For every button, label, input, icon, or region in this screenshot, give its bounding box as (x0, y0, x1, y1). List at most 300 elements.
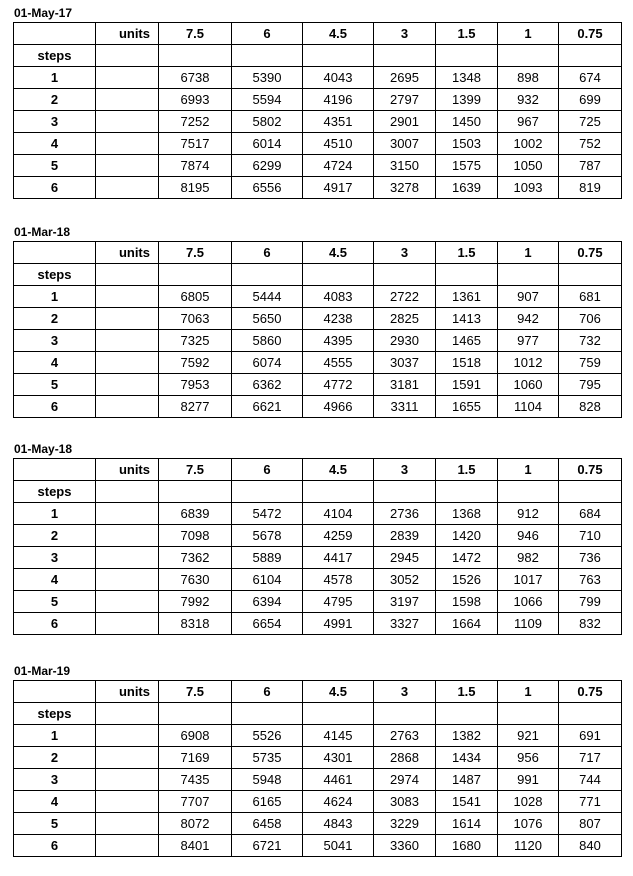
rate-value-cell: 5526 (232, 725, 303, 747)
rate-value-cell: 1399 (436, 89, 498, 111)
table-row (14, 374, 622, 396)
empty-cell (159, 264, 232, 286)
empty-cell (96, 67, 159, 89)
rate-value-cell: 4624 (303, 791, 374, 813)
header-row (14, 681, 622, 703)
rate-value-cell: 832 (559, 613, 622, 635)
rate-value-cell: 795 (559, 374, 622, 396)
unit-header: 7.5 (159, 681, 232, 703)
step-number: 3 (14, 769, 96, 791)
table-row (14, 133, 622, 155)
rate-value-cell: 1093 (498, 177, 559, 199)
rate-value-cell: 706 (559, 308, 622, 330)
rate-value-cell: 4417 (303, 547, 374, 569)
empty-cell (96, 177, 159, 199)
empty-cell (436, 264, 498, 286)
step-number: 3 (14, 330, 96, 352)
rate-value-cell: 744 (559, 769, 622, 791)
rate-value-cell: 1420 (436, 525, 498, 547)
rate-value-cell: 1639 (436, 177, 498, 199)
rate-value-cell: 1680 (436, 835, 498, 857)
table-row (14, 791, 622, 813)
unit-header: 6 (232, 459, 303, 481)
rate-value-cell: 4555 (303, 352, 374, 374)
rate-value-cell: 7362 (159, 547, 232, 569)
rate-value-cell: 1526 (436, 569, 498, 591)
rate-value-cell: 684 (559, 503, 622, 525)
table-row (14, 155, 622, 177)
rate-value-cell: 1076 (498, 813, 559, 835)
empty-cell (96, 503, 159, 525)
empty-cell (436, 45, 498, 67)
rate-value-cell: 6556 (232, 177, 303, 199)
steps-label-row (14, 481, 622, 503)
rate-value-cell: 4461 (303, 769, 374, 791)
rate-value-cell: 4104 (303, 503, 374, 525)
empty-cell (374, 481, 436, 503)
empty-cell (559, 45, 622, 67)
rate-value-cell: 1348 (436, 67, 498, 89)
rate-value-cell: 7517 (159, 133, 232, 155)
rate-value-cell: 717 (559, 747, 622, 769)
empty-cell (96, 352, 159, 374)
rate-value-cell: 4843 (303, 813, 374, 835)
rate-value-cell: 4724 (303, 155, 374, 177)
empty-cell (96, 308, 159, 330)
rate-value-cell: 7630 (159, 569, 232, 591)
rate-value-cell: 7252 (159, 111, 232, 133)
step-number: 6 (14, 396, 96, 418)
unit-header: 0.75 (559, 681, 622, 703)
unit-header: 4.5 (303, 23, 374, 45)
table-row (14, 835, 622, 857)
rate-value-cell: 1066 (498, 591, 559, 613)
rate-value-cell: 1413 (436, 308, 498, 330)
empty-cell (303, 481, 374, 503)
rate-value-cell: 5472 (232, 503, 303, 525)
rate-value-cell: 6621 (232, 396, 303, 418)
unit-header: 1 (498, 242, 559, 264)
rate-value-cell: 840 (559, 835, 622, 857)
header-row (14, 23, 622, 45)
empty-cell (498, 703, 559, 725)
rate-value-cell: 763 (559, 569, 622, 591)
table-row (14, 330, 622, 352)
rate-value-cell: 1028 (498, 791, 559, 813)
rate-value-cell: 7874 (159, 155, 232, 177)
rate-value-cell: 759 (559, 352, 622, 374)
unit-header: 6 (232, 242, 303, 264)
table-row (14, 569, 622, 591)
rate-value-cell: 1591 (436, 374, 498, 396)
rate-value-cell: 7992 (159, 591, 232, 613)
rate-value-cell: 2797 (374, 89, 436, 111)
rate-value-cell: 1361 (436, 286, 498, 308)
rate-value-cell: 932 (498, 89, 559, 111)
table-date-title: 01-Mar-18 (14, 225, 71, 239)
empty-cell (96, 286, 159, 308)
step-number: 2 (14, 525, 96, 547)
rate-value-cell: 6805 (159, 286, 232, 308)
table-row (14, 747, 622, 769)
rate-value-cell: 7169 (159, 747, 232, 769)
table-row (14, 525, 622, 547)
rate-value-cell: 1060 (498, 374, 559, 396)
table-row (14, 725, 622, 747)
steps-label: steps (14, 481, 96, 503)
empty-cell (159, 45, 232, 67)
rate-value-cell: 6721 (232, 835, 303, 857)
rate-value-cell: 898 (498, 67, 559, 89)
table-row (14, 396, 622, 418)
rate-value-cell: 710 (559, 525, 622, 547)
rate-value-cell: 4301 (303, 747, 374, 769)
rate-value-cell: 4966 (303, 396, 374, 418)
rate-value-cell: 8318 (159, 613, 232, 635)
rate-value-cell: 807 (559, 813, 622, 835)
rate-value-cell: 1541 (436, 791, 498, 813)
rate-value-cell: 1518 (436, 352, 498, 374)
rate-value-cell: 3150 (374, 155, 436, 177)
rate-value-cell: 699 (559, 89, 622, 111)
rate-value-cell: 1120 (498, 835, 559, 857)
steps-label-row (14, 45, 622, 67)
rate-value-cell: 4772 (303, 374, 374, 396)
step-number: 4 (14, 569, 96, 591)
empty-cell (436, 703, 498, 725)
empty-cell (96, 264, 159, 286)
rate-value-cell: 6839 (159, 503, 232, 525)
step-number: 4 (14, 791, 96, 813)
empty-cell (303, 45, 374, 67)
empty-cell (14, 459, 96, 481)
step-number: 3 (14, 547, 96, 569)
rate-value-cell: 7435 (159, 769, 232, 791)
rate-value-cell: 2736 (374, 503, 436, 525)
steps-label: steps (14, 45, 96, 67)
rate-value-cell: 6074 (232, 352, 303, 374)
rate-value-cell: 1598 (436, 591, 498, 613)
rate-value-cell: 771 (559, 791, 622, 813)
rate-value-cell: 6654 (232, 613, 303, 635)
rate-value-cell: 3327 (374, 613, 436, 635)
unit-header: 6 (232, 681, 303, 703)
rate-value-cell: 956 (498, 747, 559, 769)
rate-value-cell: 8195 (159, 177, 232, 199)
rate-value-cell: 1575 (436, 155, 498, 177)
units-label: units (96, 459, 159, 481)
rate-value-cell: 921 (498, 725, 559, 747)
rate-value-cell: 4351 (303, 111, 374, 133)
rate-value-cell: 2763 (374, 725, 436, 747)
rate-value-cell: 4510 (303, 133, 374, 155)
rate-value-cell: 3229 (374, 813, 436, 835)
rate-value-cell: 2930 (374, 330, 436, 352)
empty-cell (374, 703, 436, 725)
rate-value-cell: 6014 (232, 133, 303, 155)
rate-value-cell: 1017 (498, 569, 559, 591)
unit-header: 6 (232, 23, 303, 45)
rate-value-cell: 946 (498, 525, 559, 547)
table-row (14, 67, 622, 89)
step-number: 1 (14, 286, 96, 308)
rate-table (13, 458, 622, 635)
unit-header: 0.75 (559, 23, 622, 45)
rate-value-cell: 6104 (232, 569, 303, 591)
step-number: 5 (14, 155, 96, 177)
step-number: 1 (14, 725, 96, 747)
empty-cell (374, 45, 436, 67)
rate-table (13, 241, 622, 418)
rate-value-cell: 5860 (232, 330, 303, 352)
rate-value-cell: 681 (559, 286, 622, 308)
unit-header: 7.5 (159, 242, 232, 264)
empty-cell (96, 835, 159, 857)
rate-value-cell: 1465 (436, 330, 498, 352)
header-row (14, 242, 622, 264)
empty-cell (96, 481, 159, 503)
rate-value-cell: 5735 (232, 747, 303, 769)
rate-value-cell: 2868 (374, 747, 436, 769)
unit-header: 0.75 (559, 242, 622, 264)
step-number: 1 (14, 67, 96, 89)
rate-value-cell: 674 (559, 67, 622, 89)
unit-header: 1.5 (436, 242, 498, 264)
unit-header: 1.5 (436, 681, 498, 703)
table-row (14, 308, 622, 330)
rate-value-cell: 5041 (303, 835, 374, 857)
empty-cell (96, 525, 159, 547)
step-number: 2 (14, 308, 96, 330)
empty-cell (96, 747, 159, 769)
table-row (14, 503, 622, 525)
step-number: 4 (14, 133, 96, 155)
unit-header: 1 (498, 681, 559, 703)
rate-value-cell: 1487 (436, 769, 498, 791)
empty-cell (303, 264, 374, 286)
rate-value-cell: 1503 (436, 133, 498, 155)
rate-value-cell: 1472 (436, 547, 498, 569)
unit-header: 3 (374, 459, 436, 481)
empty-cell (96, 45, 159, 67)
unit-header: 7.5 (159, 23, 232, 45)
unit-header: 1.5 (436, 23, 498, 45)
rate-value-cell: 3311 (374, 396, 436, 418)
rate-value-cell: 6394 (232, 591, 303, 613)
step-number: 5 (14, 374, 96, 396)
units-label: units (96, 681, 159, 703)
table-date-title: 01-May-17 (14, 6, 73, 20)
empty-cell (559, 264, 622, 286)
empty-cell (96, 111, 159, 133)
rate-value-cell: 4795 (303, 591, 374, 613)
rate-value-cell: 799 (559, 591, 622, 613)
empty-cell (96, 813, 159, 835)
rate-value-cell: 787 (559, 155, 622, 177)
rate-table (13, 22, 622, 199)
rate-value-cell: 6458 (232, 813, 303, 835)
table-row (14, 813, 622, 835)
empty-cell (96, 547, 159, 569)
empty-cell (96, 330, 159, 352)
units-label: units (96, 242, 159, 264)
empty-cell (96, 155, 159, 177)
rate-value-cell: 7953 (159, 374, 232, 396)
empty-cell (14, 242, 96, 264)
rate-value-cell: 7592 (159, 352, 232, 374)
table-row (14, 547, 622, 569)
empty-cell (14, 681, 96, 703)
step-number: 2 (14, 747, 96, 769)
unit-header: 4.5 (303, 459, 374, 481)
rate-value-cell: 7707 (159, 791, 232, 813)
rate-value-cell: 982 (498, 547, 559, 569)
empty-cell (436, 481, 498, 503)
empty-cell (96, 613, 159, 635)
rate-value-cell: 8401 (159, 835, 232, 857)
empty-cell (96, 725, 159, 747)
empty-cell (498, 264, 559, 286)
empty-cell (559, 481, 622, 503)
empty-cell (96, 703, 159, 725)
unit-header: 7.5 (159, 459, 232, 481)
empty-cell (96, 133, 159, 155)
rate-value-cell: 7325 (159, 330, 232, 352)
rate-value-cell: 4083 (303, 286, 374, 308)
rate-value-cell: 5650 (232, 308, 303, 330)
rate-value-cell: 3052 (374, 569, 436, 591)
table-row (14, 591, 622, 613)
rate-value-cell: 4917 (303, 177, 374, 199)
rate-value-cell: 7098 (159, 525, 232, 547)
rate-value-cell: 977 (498, 330, 559, 352)
rate-value-cell: 6362 (232, 374, 303, 396)
rate-value-cell: 6738 (159, 67, 232, 89)
empty-cell (96, 791, 159, 813)
rate-value-cell: 828 (559, 396, 622, 418)
empty-cell (498, 481, 559, 503)
rate-value-cell: 2901 (374, 111, 436, 133)
rate-value-cell: 3181 (374, 374, 436, 396)
rate-value-cell: 1434 (436, 747, 498, 769)
rate-value-cell: 819 (559, 177, 622, 199)
empty-cell (159, 703, 232, 725)
rate-value-cell: 3083 (374, 791, 436, 813)
empty-cell (498, 45, 559, 67)
rate-value-cell: 1655 (436, 396, 498, 418)
step-number: 5 (14, 813, 96, 835)
rate-value-cell: 5594 (232, 89, 303, 111)
rate-value-cell: 2974 (374, 769, 436, 791)
empty-cell (232, 481, 303, 503)
unit-header: 3 (374, 681, 436, 703)
rate-value-cell: 1382 (436, 725, 498, 747)
rate-value-cell: 5802 (232, 111, 303, 133)
rate-value-cell: 8072 (159, 813, 232, 835)
rate-value-cell: 1450 (436, 111, 498, 133)
rate-value-cell: 1104 (498, 396, 559, 418)
rate-value-cell: 5390 (232, 67, 303, 89)
step-number: 6 (14, 177, 96, 199)
rate-value-cell: 907 (498, 286, 559, 308)
rate-value-cell: 1614 (436, 813, 498, 835)
rate-value-cell: 4395 (303, 330, 374, 352)
empty-cell (159, 481, 232, 503)
rate-value-cell: 1664 (436, 613, 498, 635)
rate-value-cell: 3360 (374, 835, 436, 857)
units-label: units (96, 23, 159, 45)
rate-value-cell: 4991 (303, 613, 374, 635)
rate-value-cell: 1002 (498, 133, 559, 155)
step-number: 2 (14, 89, 96, 111)
table-row (14, 769, 622, 791)
table-row (14, 111, 622, 133)
steps-label-row (14, 703, 622, 725)
rate-value-cell: 1109 (498, 613, 559, 635)
rate-value-cell: 991 (498, 769, 559, 791)
rate-value-cell: 3278 (374, 177, 436, 199)
empty-cell (14, 23, 96, 45)
rate-value-cell: 4238 (303, 308, 374, 330)
empty-cell (559, 703, 622, 725)
empty-cell (96, 569, 159, 591)
empty-cell (96, 769, 159, 791)
table-row (14, 89, 622, 111)
empty-cell (303, 703, 374, 725)
empty-cell (232, 703, 303, 725)
unit-header: 1 (498, 23, 559, 45)
rate-value-cell: 7063 (159, 308, 232, 330)
rate-value-cell: 2695 (374, 67, 436, 89)
steps-label: steps (14, 264, 96, 286)
rate-value-cell: 6993 (159, 89, 232, 111)
header-row (14, 459, 622, 481)
empty-cell (374, 264, 436, 286)
rate-value-cell: 736 (559, 547, 622, 569)
step-number: 3 (14, 111, 96, 133)
unit-header: 1.5 (436, 459, 498, 481)
rate-value-cell: 2722 (374, 286, 436, 308)
step-number: 6 (14, 835, 96, 857)
rate-value-cell: 3037 (374, 352, 436, 374)
table-row (14, 352, 622, 374)
rate-value-cell: 2825 (374, 308, 436, 330)
rate-value-cell: 942 (498, 308, 559, 330)
step-number: 5 (14, 591, 96, 613)
rate-value-cell: 967 (498, 111, 559, 133)
unit-header: 3 (374, 23, 436, 45)
table-row (14, 177, 622, 199)
unit-header: 4.5 (303, 242, 374, 264)
rate-value-cell: 1368 (436, 503, 498, 525)
rate-value-cell: 6165 (232, 791, 303, 813)
rate-value-cell: 3197 (374, 591, 436, 613)
rate-value-cell: 691 (559, 725, 622, 747)
table-row (14, 286, 622, 308)
rate-value-cell: 2839 (374, 525, 436, 547)
rate-value-cell: 5948 (232, 769, 303, 791)
rate-value-cell: 725 (559, 111, 622, 133)
step-number: 1 (14, 503, 96, 525)
empty-cell (96, 396, 159, 418)
step-number: 6 (14, 613, 96, 635)
rate-value-cell: 1050 (498, 155, 559, 177)
rate-value-cell: 5444 (232, 286, 303, 308)
rate-value-cell: 4196 (303, 89, 374, 111)
rate-value-cell: 2945 (374, 547, 436, 569)
rate-value-cell: 4578 (303, 569, 374, 591)
rate-value-cell: 5889 (232, 547, 303, 569)
